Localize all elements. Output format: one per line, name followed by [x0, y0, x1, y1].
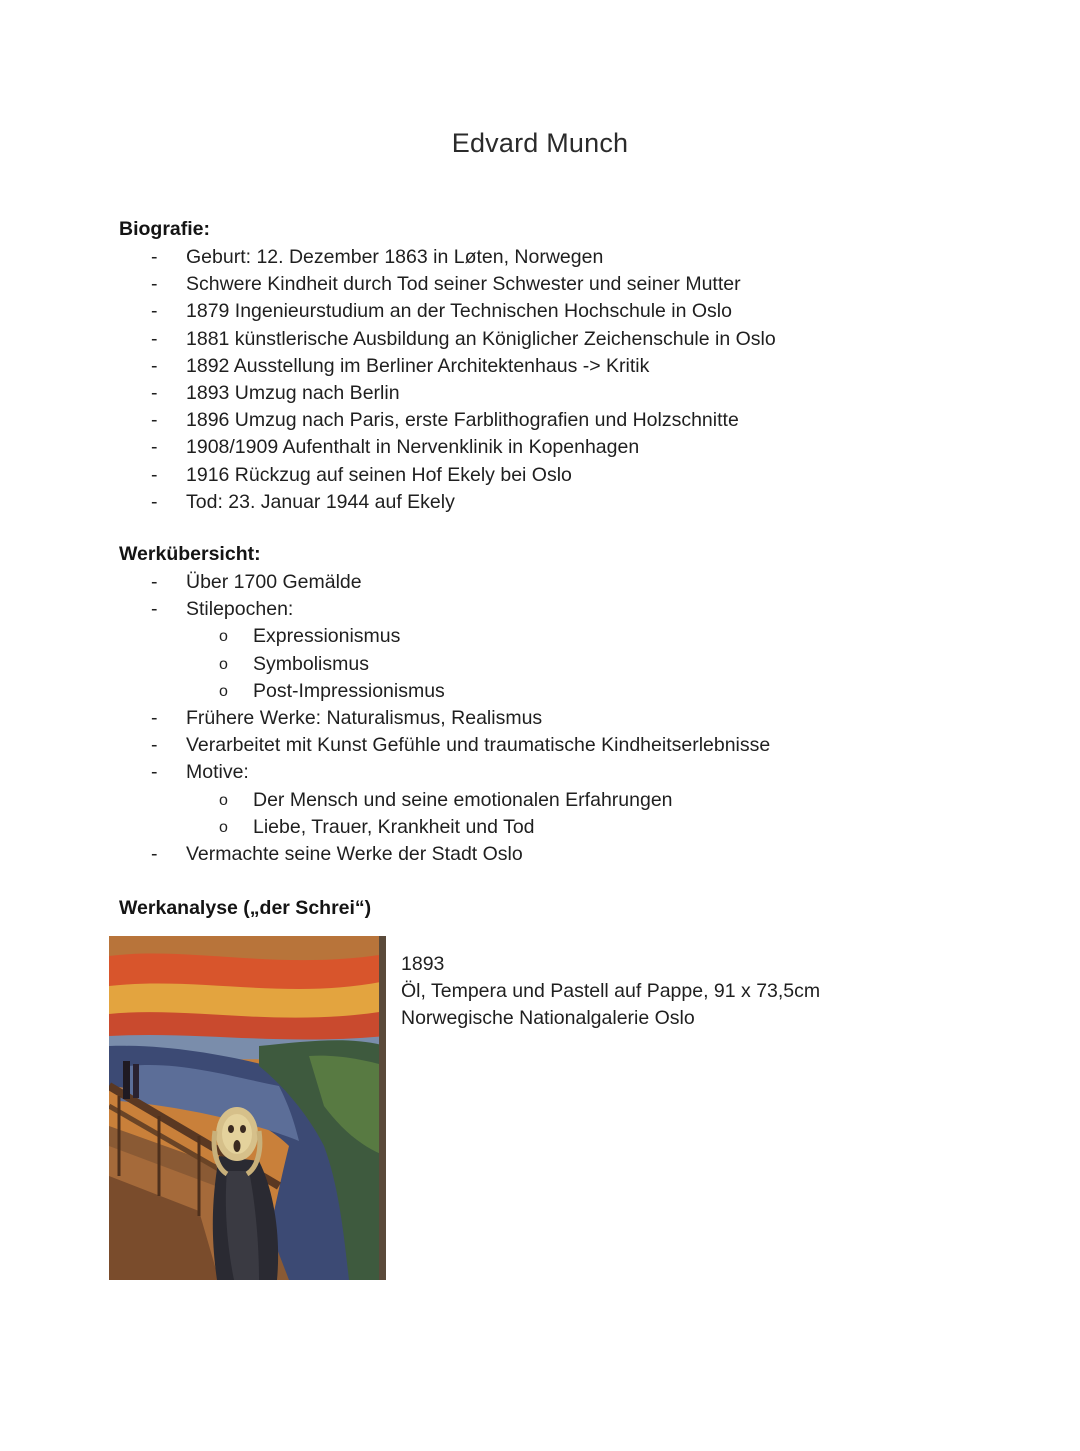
- dash-bullet: -: [151, 273, 158, 296]
- artwork-medium: Öl, Tempera und Pastell auf Pappe, 91 x 73,5cm: [401, 980, 821, 1003]
- dash-bullet: -: [151, 761, 158, 784]
- list-item-text: 1879 Ingenieurstudium an der Technischen Hochschule in Oslo: [186, 300, 732, 323]
- werkuebersicht-heading: Werkübersicht:: [119, 543, 261, 565]
- werkanalyse-heading: Werkanalyse („der Schrei“): [119, 897, 372, 919]
- dash-bullet: -: [151, 490, 158, 513]
- circle-bullet: o: [219, 628, 228, 646]
- list-item-text: Frühere Werke: Naturalismus, Realismus: [186, 706, 543, 729]
- list-item-text: Schwere Kindheit durch Tod seiner Schwester und seiner Mutter: [186, 273, 741, 296]
- list-item-text: 1893 Umzug nach Berlin: [186, 381, 400, 404]
- list-item-text: Verarbeitet mit Kunst Gefühle und traumatische Kindheitserlebnisse: [186, 734, 771, 757]
- dash-bullet: -: [151, 381, 158, 404]
- artwork-year: 1893: [401, 953, 445, 975]
- list-item-text: Geburt: 12. Dezember 1863 in Løten, Norwegen: [186, 246, 604, 268]
- circle-bullet: o: [219, 655, 228, 673]
- dash-bullet: -: [151, 598, 158, 621]
- dash-bullet: -: [151, 734, 158, 757]
- list-item-text: Liebe, Trauer, Krankheit und Tod: [253, 815, 535, 838]
- list-item-text: 1908/1909 Aufenthalt in Nervenklinik in Kopenhagen: [186, 436, 640, 459]
- list-item-text: Tod: 23. Januar 1944 auf Ekely: [186, 490, 455, 513]
- list-item-text: 1881 künstlerische Ausbildung an Königlicher Zeichenschule in Oslo: [186, 327, 776, 350]
- dash-bullet: -: [151, 327, 158, 350]
- dash-bullet: -: [151, 571, 158, 593]
- dash-bullet: -: [151, 842, 158, 865]
- dash-bullet: -: [151, 706, 158, 729]
- list-item-text: Über 1700 Gemälde: [186, 571, 362, 593]
- list-item-text: Motive:: [186, 761, 249, 784]
- list-item-text: Stilepochen:: [186, 598, 294, 621]
- artwork-details: [401, 951, 820, 1033]
- artwork-location: Norwegische Nationalgalerie Oslo: [401, 1007, 695, 1030]
- list-item-text: 1892 Ausstellung im Berliner Architektenhaus -> Kritik: [186, 354, 650, 377]
- list-item-text: Symbolismus: [253, 652, 369, 675]
- list-item-text: 1896 Umzug nach Paris, erste Farblithografien und Holzschnitte: [186, 409, 739, 432]
- dash-bullet: -: [151, 463, 158, 486]
- dash-bullet: -: [151, 409, 158, 432]
- dash-bullet: -: [151, 300, 158, 323]
- list-item-text: Expressionismus: [253, 625, 401, 648]
- circle-bullet: o: [219, 818, 228, 836]
- list-item-text: Vermachte seine Werke der Stadt Oslo: [186, 842, 523, 865]
- dash-bullet: -: [151, 246, 158, 268]
- page-title: Edvard Munch: [451, 128, 629, 158]
- dash-bullet: -: [151, 354, 158, 377]
- list-item-text: Der Mensch und seine emotionalen Erfahrungen: [253, 788, 673, 811]
- list-item-text: Post-Impressionismus: [253, 679, 445, 702]
- list-item-text: 1916 Rückzug auf seinen Hof Ekely bei Oslo: [186, 463, 572, 486]
- biografie-heading: Biografie:: [119, 218, 211, 240]
- circle-bullet: o: [219, 791, 228, 809]
- dash-bullet: -: [151, 436, 158, 459]
- painting-image: [109, 936, 386, 1280]
- circle-bullet: o: [219, 682, 228, 700]
